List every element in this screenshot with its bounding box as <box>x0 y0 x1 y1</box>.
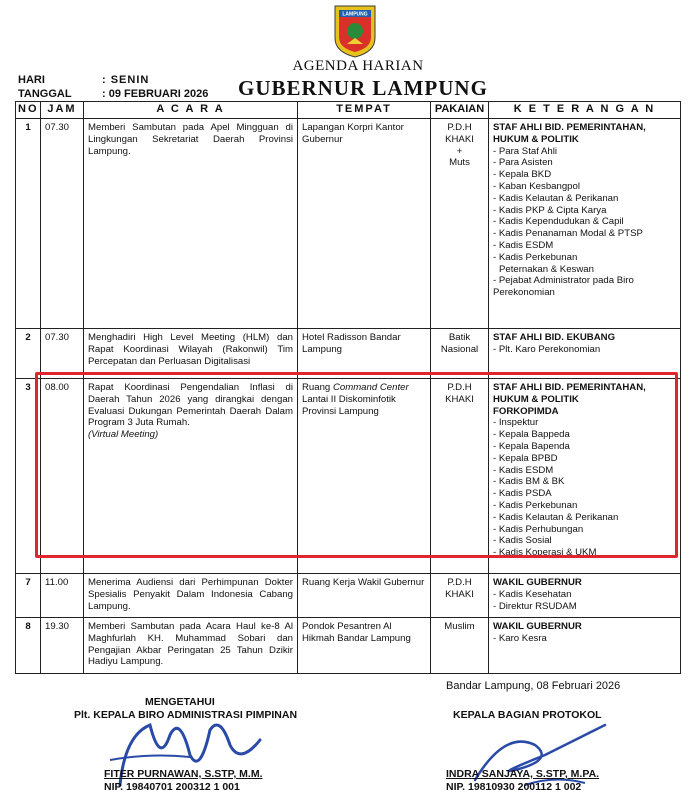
keterangan-subhead: FORKOPIMDA <box>493 405 559 417</box>
list-item: - Kadis Perhubungan <box>493 524 676 536</box>
row-pakaian <box>431 618 489 674</box>
list-item: - Kadis PSDA <box>493 488 676 500</box>
pakaian-line: P.D.H <box>447 577 472 588</box>
row-acara <box>84 379 298 574</box>
pakaian-line: Nasional <box>440 343 479 355</box>
right-signer-title: KEPALA BAGIAN PROTOKOL <box>453 709 602 721</box>
list-item: - Kadis Kelautan & Perikanan <box>493 512 676 524</box>
keterangan-tail-text: Pejabat Administrator pada Biro Perekonomian <box>493 275 634 299</box>
row-pakaian <box>431 119 489 329</box>
list-item: - Kadis Perkebunan <box>493 500 676 512</box>
agenda-label: AGENDA HARIAN <box>292 58 424 74</box>
keterangan-list <box>493 146 676 264</box>
tempat-italic: Command Center <box>332 382 409 393</box>
agenda-table <box>15 101 681 674</box>
row-jam: 11.00 <box>41 574 84 618</box>
keterangan-head: WAKIL GUBERNUR <box>493 577 582 588</box>
acara-text: Rapat Koordinasi Pengendalian Inflasi di Daerah Tahun 2026 yang dirangkai dengan Evaluasi Dukungan Pemerintah Daerah Dalam Program 3 Juta Rumah. <box>88 382 293 429</box>
list-item: - Kaban Kesbangpol <box>493 181 676 193</box>
table-row <box>16 574 681 618</box>
pakaian-line: Batik <box>448 332 471 343</box>
list-item: - Kepala Bappeda <box>493 429 676 441</box>
keterangan-list <box>493 344 676 356</box>
row-keterangan <box>489 329 681 379</box>
list-item: - Kepala BKD <box>493 169 676 181</box>
tempat-prefix: Ruang <box>302 382 333 393</box>
list-item: - Kepala BPBD <box>493 453 676 465</box>
table-row <box>16 119 681 329</box>
svg-text:LAMPUNG: LAMPUNG <box>342 11 368 18</box>
row-keterangan <box>489 618 681 674</box>
row-no: 3 <box>16 379 41 574</box>
keterangan-head: WAKIL GUBERNUR <box>493 621 582 632</box>
tanggal-label: TANGGAL <box>18 88 72 100</box>
list-item: - Kadis Koperasi & UKM <box>493 547 676 559</box>
row-no: 8 <box>16 618 41 674</box>
page-title: GUBERNUR LAMPUNG <box>238 76 488 100</box>
list-item: - Kadis Kesehatan <box>493 589 676 601</box>
row-tempat: Ruang Kerja Wakil Gubernur <box>298 574 431 618</box>
row-no: 2 <box>16 329 41 379</box>
row-jam: 07.30 <box>41 119 84 329</box>
row-acara: Menghadiri High Level Meeting (HLM) dan Rapat Koordinasi Wilayah (Rakonwil) Tim Percepatan dan Perluasan Digitalisasi <box>84 329 298 379</box>
row-tempat: Hotel Radisson Bandar Lampung <box>298 329 431 379</box>
list-item: - Kadis Kependudukan & Capil <box>493 216 676 228</box>
list-item: - Kadis Perkebunan <box>493 252 676 264</box>
row-tempat: Lapangan Korpri Kantor Gubernur <box>298 119 431 329</box>
list-item: - Para Asisten <box>493 157 676 169</box>
list-item: - Plt. Karo Perekonomian <box>493 344 676 356</box>
table-row <box>16 329 681 379</box>
row-keterangan <box>489 379 681 574</box>
left-signer-title2: Plt. KEPALA BIRO ADMINISTRASI PIMPINAN <box>74 709 298 721</box>
col-header-keterangan: K E T E R A N G A N <box>489 102 681 119</box>
keterangan-head: STAF AHLI BID. PEMERINTAHAN, HUKUM & POLITIK <box>493 122 646 145</box>
row-pakaian <box>431 574 489 618</box>
acara-note: (Virtual Meeting) <box>88 429 159 441</box>
list-item: - Kadis BM & BK <box>493 476 676 488</box>
row-acara: Menerima Audiensi dari Perhimpunan Dokter Spesialis Penyakit Dalam Indonesia Cabang Lampung. <box>84 574 298 618</box>
hari-label: HARI <box>18 74 45 86</box>
list-item: - Kadis ESDM <box>493 465 676 477</box>
keterangan-head: STAF AHLI BID. PEMERINTAHAN, HUKUM & POLITIK <box>493 382 646 405</box>
row-pakaian <box>431 329 489 379</box>
list-item: - Kadis Penanaman Modal & PTSP <box>493 228 676 240</box>
list-item: - Kadis Kelautan & Perikanan <box>493 193 676 205</box>
pakaian-line: KHAKI <box>445 133 474 145</box>
list-item: - Karo Kesra <box>493 633 676 645</box>
pakaian-line: P.D.H <box>447 122 472 133</box>
left-signer-name: FITER PURNAWAN, S.STP, M.M. <box>104 768 263 780</box>
row-jam: 08.00 <box>41 379 84 574</box>
list-item: - Inspektur <box>493 417 676 429</box>
row-jam: 19.30 <box>41 618 84 674</box>
left-signer-title1: MENGETAHUI <box>145 696 215 708</box>
lampung-crest-logo <box>333 4 377 58</box>
pakaian-line: KHAKI <box>445 588 474 600</box>
row-no: 7 <box>16 574 41 618</box>
pakaian-line: Muts <box>449 157 470 169</box>
keterangan-tail: Peternakan & Keswan <box>499 263 594 275</box>
list-item: - Kadis ESDM <box>493 240 676 252</box>
table-row <box>16 618 681 674</box>
right-signer-nip: NIP. 19810930 200112 1 002 <box>446 781 582 793</box>
list-item: - Direktur RSUDAM <box>493 601 676 613</box>
row-keterangan <box>489 574 681 618</box>
pakaian-line: + <box>456 145 463 157</box>
right-signer-name: INDRA SANJAYA, S.STP, M.PA. <box>446 768 600 780</box>
tempat-text: Lantai II Diskominfotik Provinsi Lampung <box>302 393 396 417</box>
keterangan-list <box>493 589 676 613</box>
col-header-pakaian: PAKAIAN <box>431 102 489 119</box>
left-signer-nip: NIP. 19840701 200312 1 001 <box>104 781 240 793</box>
keterangan-head: STAF AHLI BID. EKUBANG <box>493 332 616 343</box>
pakaian-line: Muslim <box>444 621 475 632</box>
table-row <box>16 379 681 574</box>
col-header-tempat: TEMPAT <box>298 102 431 119</box>
row-acara: Memberi Sambutan pada Apel Mingguan di Lingkungan Sekretariat Daerah Provinsi Lampung. <box>84 119 298 329</box>
pakaian-line: KHAKI <box>445 393 474 405</box>
pakaian-line: P.D.H <box>447 382 472 393</box>
col-header-jam: JAM <box>41 102 84 119</box>
col-header-acara: A C A R A <box>84 102 298 119</box>
row-tempat: Pondok Pesantren Al Hikmah Bandar Lampung <box>298 618 431 674</box>
col-header-no: NO <box>16 102 41 119</box>
row-tempat <box>298 379 431 574</box>
list-item: - Kadis Sosial <box>493 535 676 547</box>
place-date: Bandar Lampung, 08 Februari 2026 <box>446 680 621 692</box>
keterangan-list <box>493 417 676 559</box>
tanggal-value: : 09 FEBRUARI 2026 <box>102 88 209 100</box>
list-item: - Para Staf Ahli <box>493 146 676 158</box>
row-jam: 07.30 <box>41 329 84 379</box>
list-item: - Kadis PKP & Cipta Karya <box>493 205 676 217</box>
table-header-row <box>16 102 681 119</box>
row-acara: Memberi Sambutan pada Acara Haul ke-8 Al Maghfurlah KH. Muhammad Sobari dan Pengajian Akbar Peringatan 25 Tahun Dzikir Hadiyu Lampung. <box>84 618 298 674</box>
hari-value: : SENIN <box>102 74 150 86</box>
row-pakaian <box>431 379 489 574</box>
row-no: 1 <box>16 119 41 329</box>
keterangan-tail-item: - Pejabat Administrator pada Biro Perekonomian <box>493 275 634 299</box>
list-item: - Kepala Bapenda <box>493 441 676 453</box>
keterangan-list <box>493 633 676 645</box>
row-keterangan <box>489 119 681 329</box>
